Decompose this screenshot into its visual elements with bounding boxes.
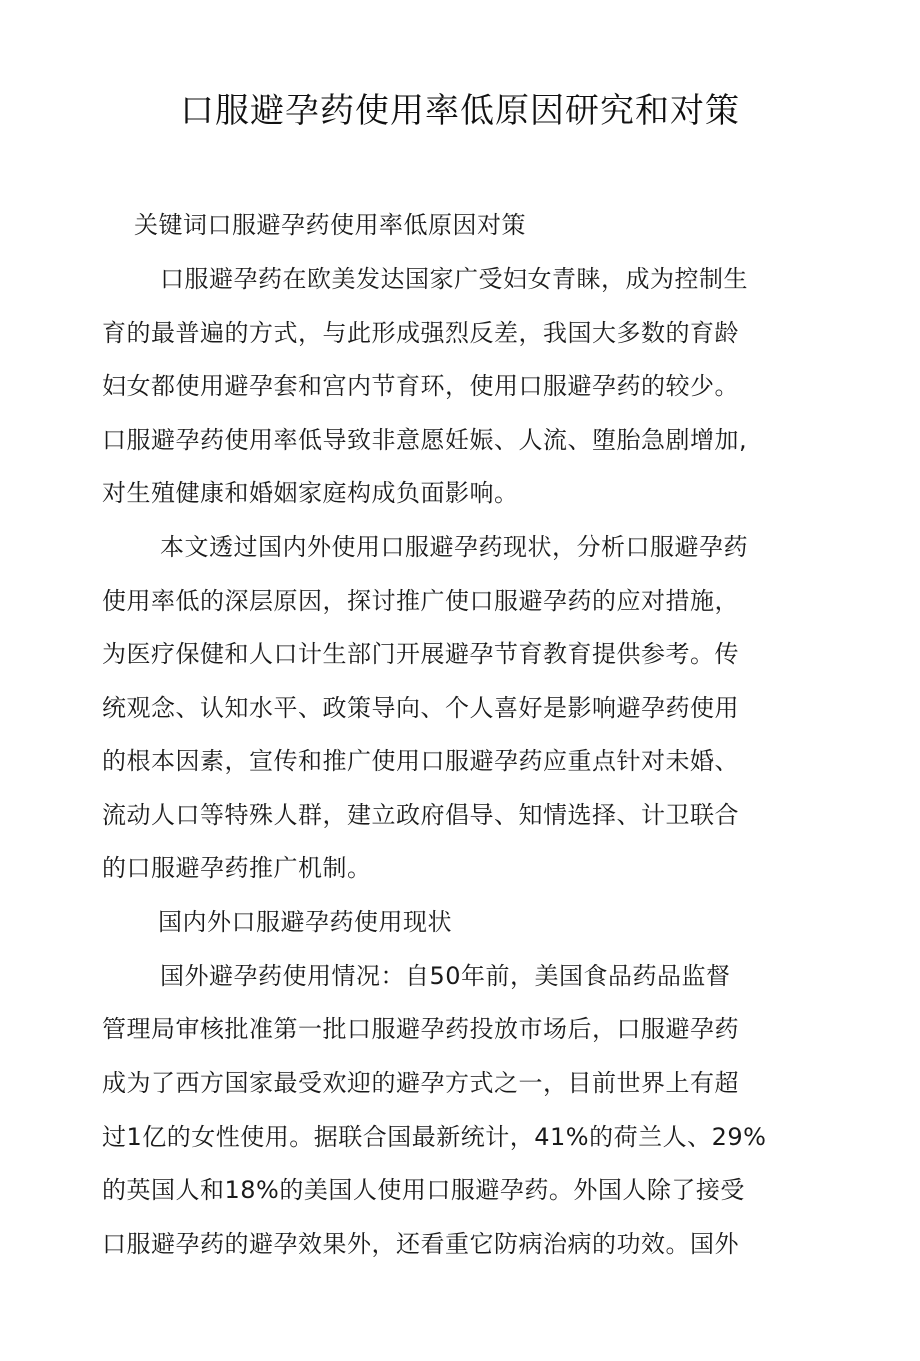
paragraph-line: 过1亿的女性使用。据联合国最新统计，41%的荷兰人、29%	[102, 1123, 767, 1151]
section-heading: 国内外口服避孕药使用现状	[158, 908, 452, 936]
paragraph-line: 成为了西方国家最受欢迎的避孕方式之一，目前世界上有超	[102, 1069, 739, 1097]
paragraph-line: 对生殖健康和婚姻家庭构成负面影响。	[102, 479, 519, 507]
paragraph-line: 使用率低的深层原因，探讨推广使口服避孕药的应对措施，	[102, 587, 739, 615]
paragraph-line: 妇女都使用避孕套和宫内节育环，使用口服避孕药的较少。	[102, 372, 739, 400]
paragraph-line: 口服避孕药的避孕效果外，还看重它防病治病的功效。国外	[102, 1230, 739, 1258]
paragraph-line: 育的最普遍的方式，与此形成强烈反差，我国大多数的育龄	[102, 319, 739, 347]
paragraph-line: 的口服避孕药推广机制。	[102, 854, 372, 882]
paragraph-line: 流动人口等特殊人群，建立政府倡导、知情选择、计卫联合	[102, 801, 739, 829]
paragraph-line: 的根本因素，宣传和推广使用口服避孕药应重点针对未婚、	[102, 747, 739, 775]
paragraph-line: 本文透过国内外使用口服避孕药现状，分析口服避孕药	[160, 533, 748, 561]
paragraph-line: 口服避孕药在欧美发达国家广受妇女青睐，成为控制生	[160, 265, 748, 293]
paragraph-line: 国外避孕药使用情况：自50年前，美国食品药品监督	[160, 962, 731, 990]
paragraph-line: 管理局审核批准第一批口服避孕药投放市场后，口服避孕药	[102, 1015, 739, 1043]
paragraph-line: 口服避孕药使用率低导致非意愿妊娠、人流、堕胎急剧增加,	[102, 426, 748, 454]
paragraph-line: 为医疗保健和人口计生部门开展避孕节育教育提供参考。传	[102, 640, 739, 668]
document-title: 口服避孕药使用率低原因研究和对策	[180, 91, 740, 131]
keywords-line: 关键词口服避孕药使用率低原因对策	[134, 211, 526, 239]
paragraph-line: 的英国人和18%的美国人使用口服避孕药。外国人除了接受	[102, 1176, 745, 1204]
paragraph-line: 统观念、认知水平、政策导向、个人喜好是影响避孕药使用	[102, 694, 739, 722]
